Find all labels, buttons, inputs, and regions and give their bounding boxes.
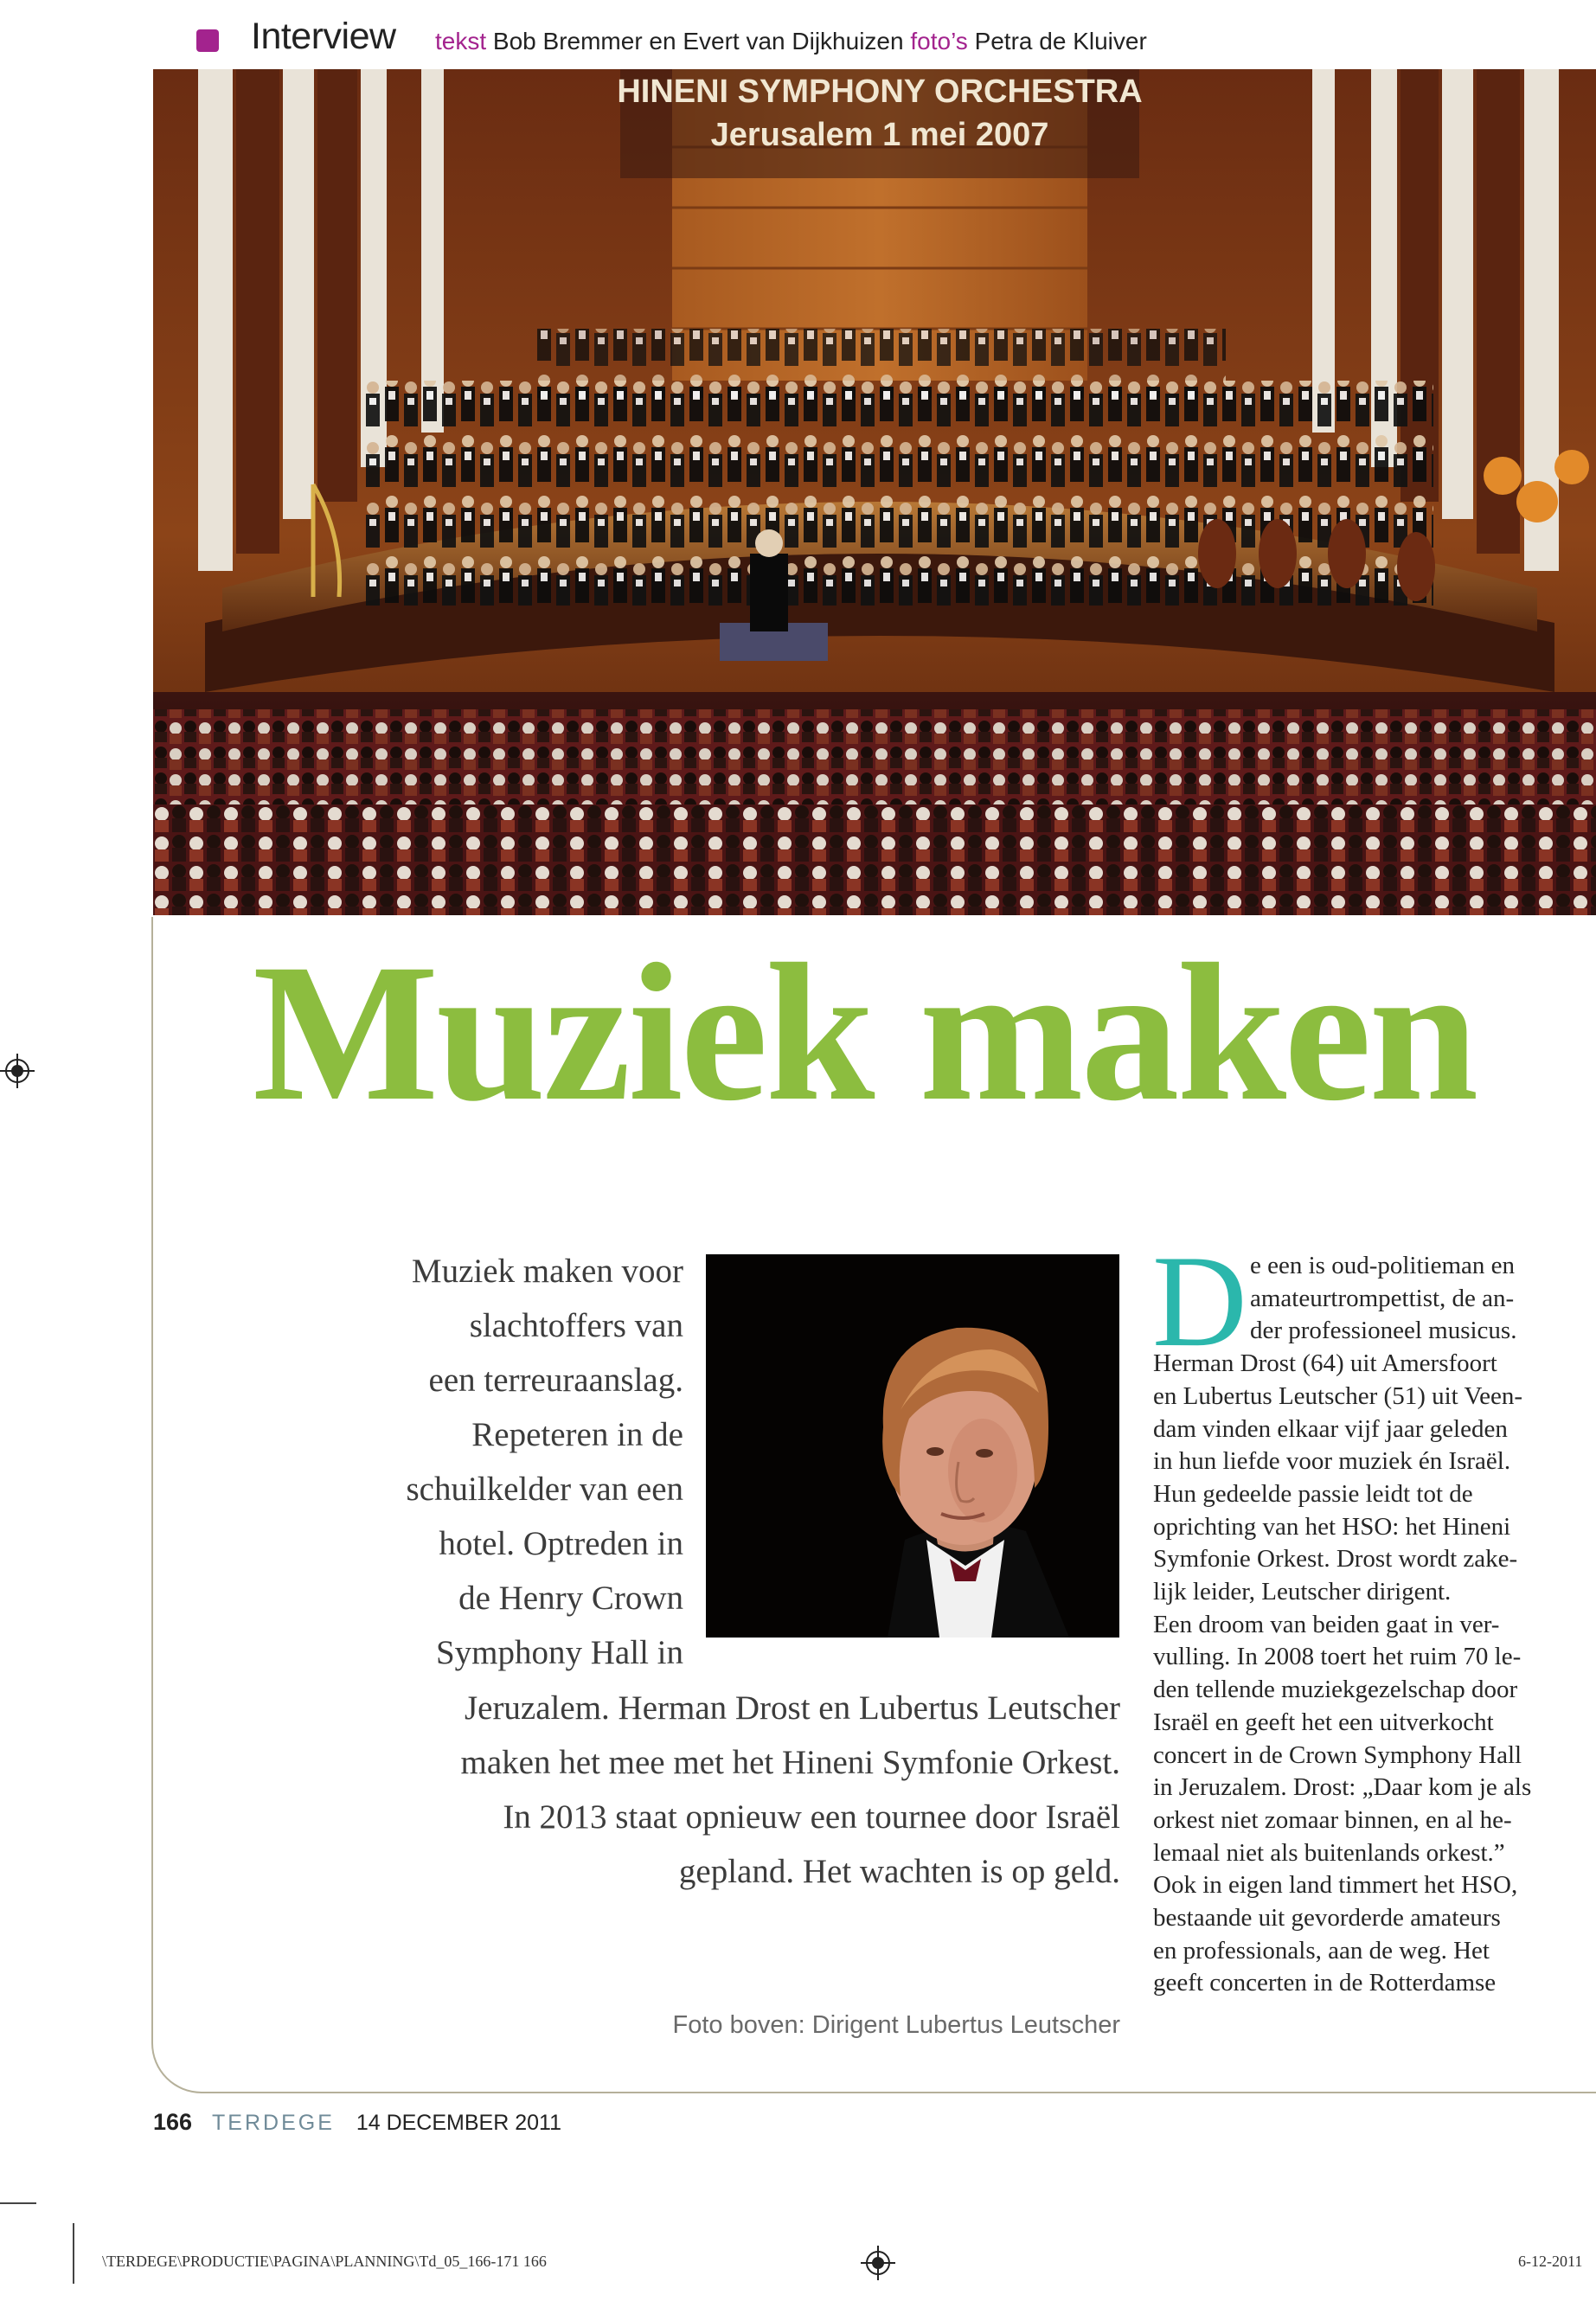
photo-credit-label: foto’s: [910, 28, 968, 54]
article-line: Een droom van beiden gaat in ver-: [1153, 1610, 1500, 1638]
article-line: en professionals, aan de weg. Het: [1153, 1936, 1490, 1965]
intro-bottom: [363, 1681, 1120, 1899]
article-line: dam vinden elkaar vijf jaar geleden: [1153, 1414, 1508, 1443]
magazine-name: TERDEGE: [212, 2111, 335, 2135]
text-credit-label: tekst: [435, 28, 487, 54]
intro-line: de Henry Crown: [458, 1580, 683, 1617]
production-slug: \TERDEGE\PRODUCTIE\PAGINA\PLANNING\Td_05_166-171 166: [102, 2253, 547, 2270]
intro-line: schuilkelder van een: [406, 1471, 683, 1508]
text-credit-authors: Bob Bremmer en Evert van Dijkhuizen: [492, 28, 904, 54]
banner-line1: HINENI SYMPHONY ORCHESTRA: [617, 74, 1143, 110]
article-line: bestaande uit gevorderde amateurs: [1153, 1904, 1501, 1932]
article-body: [1153, 1250, 1586, 2000]
article-line: in Jeruzalem. Drost: „Daar kom je als: [1153, 1773, 1532, 1802]
article-line: Hun gedeelde passie leidt tot de: [1153, 1479, 1473, 1508]
intro-top: [346, 1244, 683, 1680]
intro-line: maken het mee met het Hineni Symfonie Orkest.: [460, 1744, 1120, 1781]
article-line: der professioneel musicus.: [1250, 1317, 1517, 1345]
article-line: Israël en geeft het een uitverkocht: [1153, 1708, 1494, 1736]
drop-cap: D: [1152, 1228, 1247, 1374]
page-title: Muziek maken: [253, 924, 1477, 1142]
intro-line: slachtoffers van: [469, 1307, 683, 1344]
intro-line: Repeteren in de: [471, 1416, 683, 1453]
hero-photo: [153, 69, 1596, 915]
article-line: orkest niet zomaar binnen, en al he-: [1153, 1805, 1512, 1834]
registration-mark-icon: [0, 1054, 35, 1088]
banner-line2: Jerusalem 1 mei 2007: [710, 117, 1049, 153]
page-number: 166: [153, 2109, 193, 2135]
page-footer: [153, 2109, 561, 2136]
intro-line: een terreuraanslag.: [428, 1362, 683, 1399]
article-line: den tellende muziekgezelschap door: [1153, 1676, 1518, 1704]
crop-mark: [73, 2223, 74, 2284]
article-line: amateurtrompettist, de an-: [1250, 1284, 1515, 1312]
intro-line: gepland. Het wachten is op geld.: [678, 1853, 1120, 1890]
article-line: lijk leider, Leutscher dirigent.: [1153, 1578, 1452, 1606]
article-line: en Lubertus Leutscher (51) uit Veen-: [1153, 1381, 1523, 1410]
registration-mark-icon: [861, 2246, 895, 2280]
photo-credit-name: Petra de Kluiver: [974, 28, 1147, 54]
section-square-icon: [196, 29, 219, 52]
section-label: Interview: [251, 16, 396, 57]
article-line: in hun liefde voor muziek én Israël.: [1153, 1447, 1511, 1476]
article-header: [195, 16, 1492, 67]
article-line: Symfonie Orkest. Drost wordt zake-: [1153, 1545, 1518, 1574]
article-line: vulling. In 2008 toert het ruim 70 le-: [1153, 1643, 1522, 1671]
issue-date: 14 DECEMBER 2011: [356, 2111, 561, 2135]
article-line: concert in de Crown Symphony Hall: [1153, 1740, 1522, 1769]
production-date: 6-12-2011: [1518, 2253, 1583, 2270]
article-line: Ook in eigen land timmert het HSO,: [1153, 1871, 1518, 1900]
article-line: oprichting van het HSO: het Hineni: [1153, 1512, 1511, 1541]
crop-mark: [0, 2202, 36, 2204]
photo-caption: Foto boven: Dirigent Lubertus Leutscher: [672, 2011, 1120, 2039]
article-line: geeft concerten in de Rotterdamse: [1153, 1969, 1497, 1997]
credits-line: [435, 28, 1147, 55]
portrait-photo: [706, 1254, 1119, 1638]
intro-line: In 2013 staat opnieuw een tournee door Israël: [503, 1798, 1120, 1836]
article-line: Herman Drost (64) uit Amersfoort: [1153, 1349, 1497, 1378]
article-line: lemaal niet als buitenlands orkest.”: [1153, 1838, 1505, 1867]
intro-line: Muziek maken voor: [411, 1253, 683, 1290]
intro-line: hotel. Optreden in: [439, 1525, 683, 1562]
article-line: e een is oud-politieman en: [1250, 1252, 1516, 1279]
intro-line: Symphony Hall in: [435, 1634, 683, 1671]
intro-line: Jeruzalem. Herman Drost en Lubertus Leutscher: [464, 1689, 1120, 1727]
